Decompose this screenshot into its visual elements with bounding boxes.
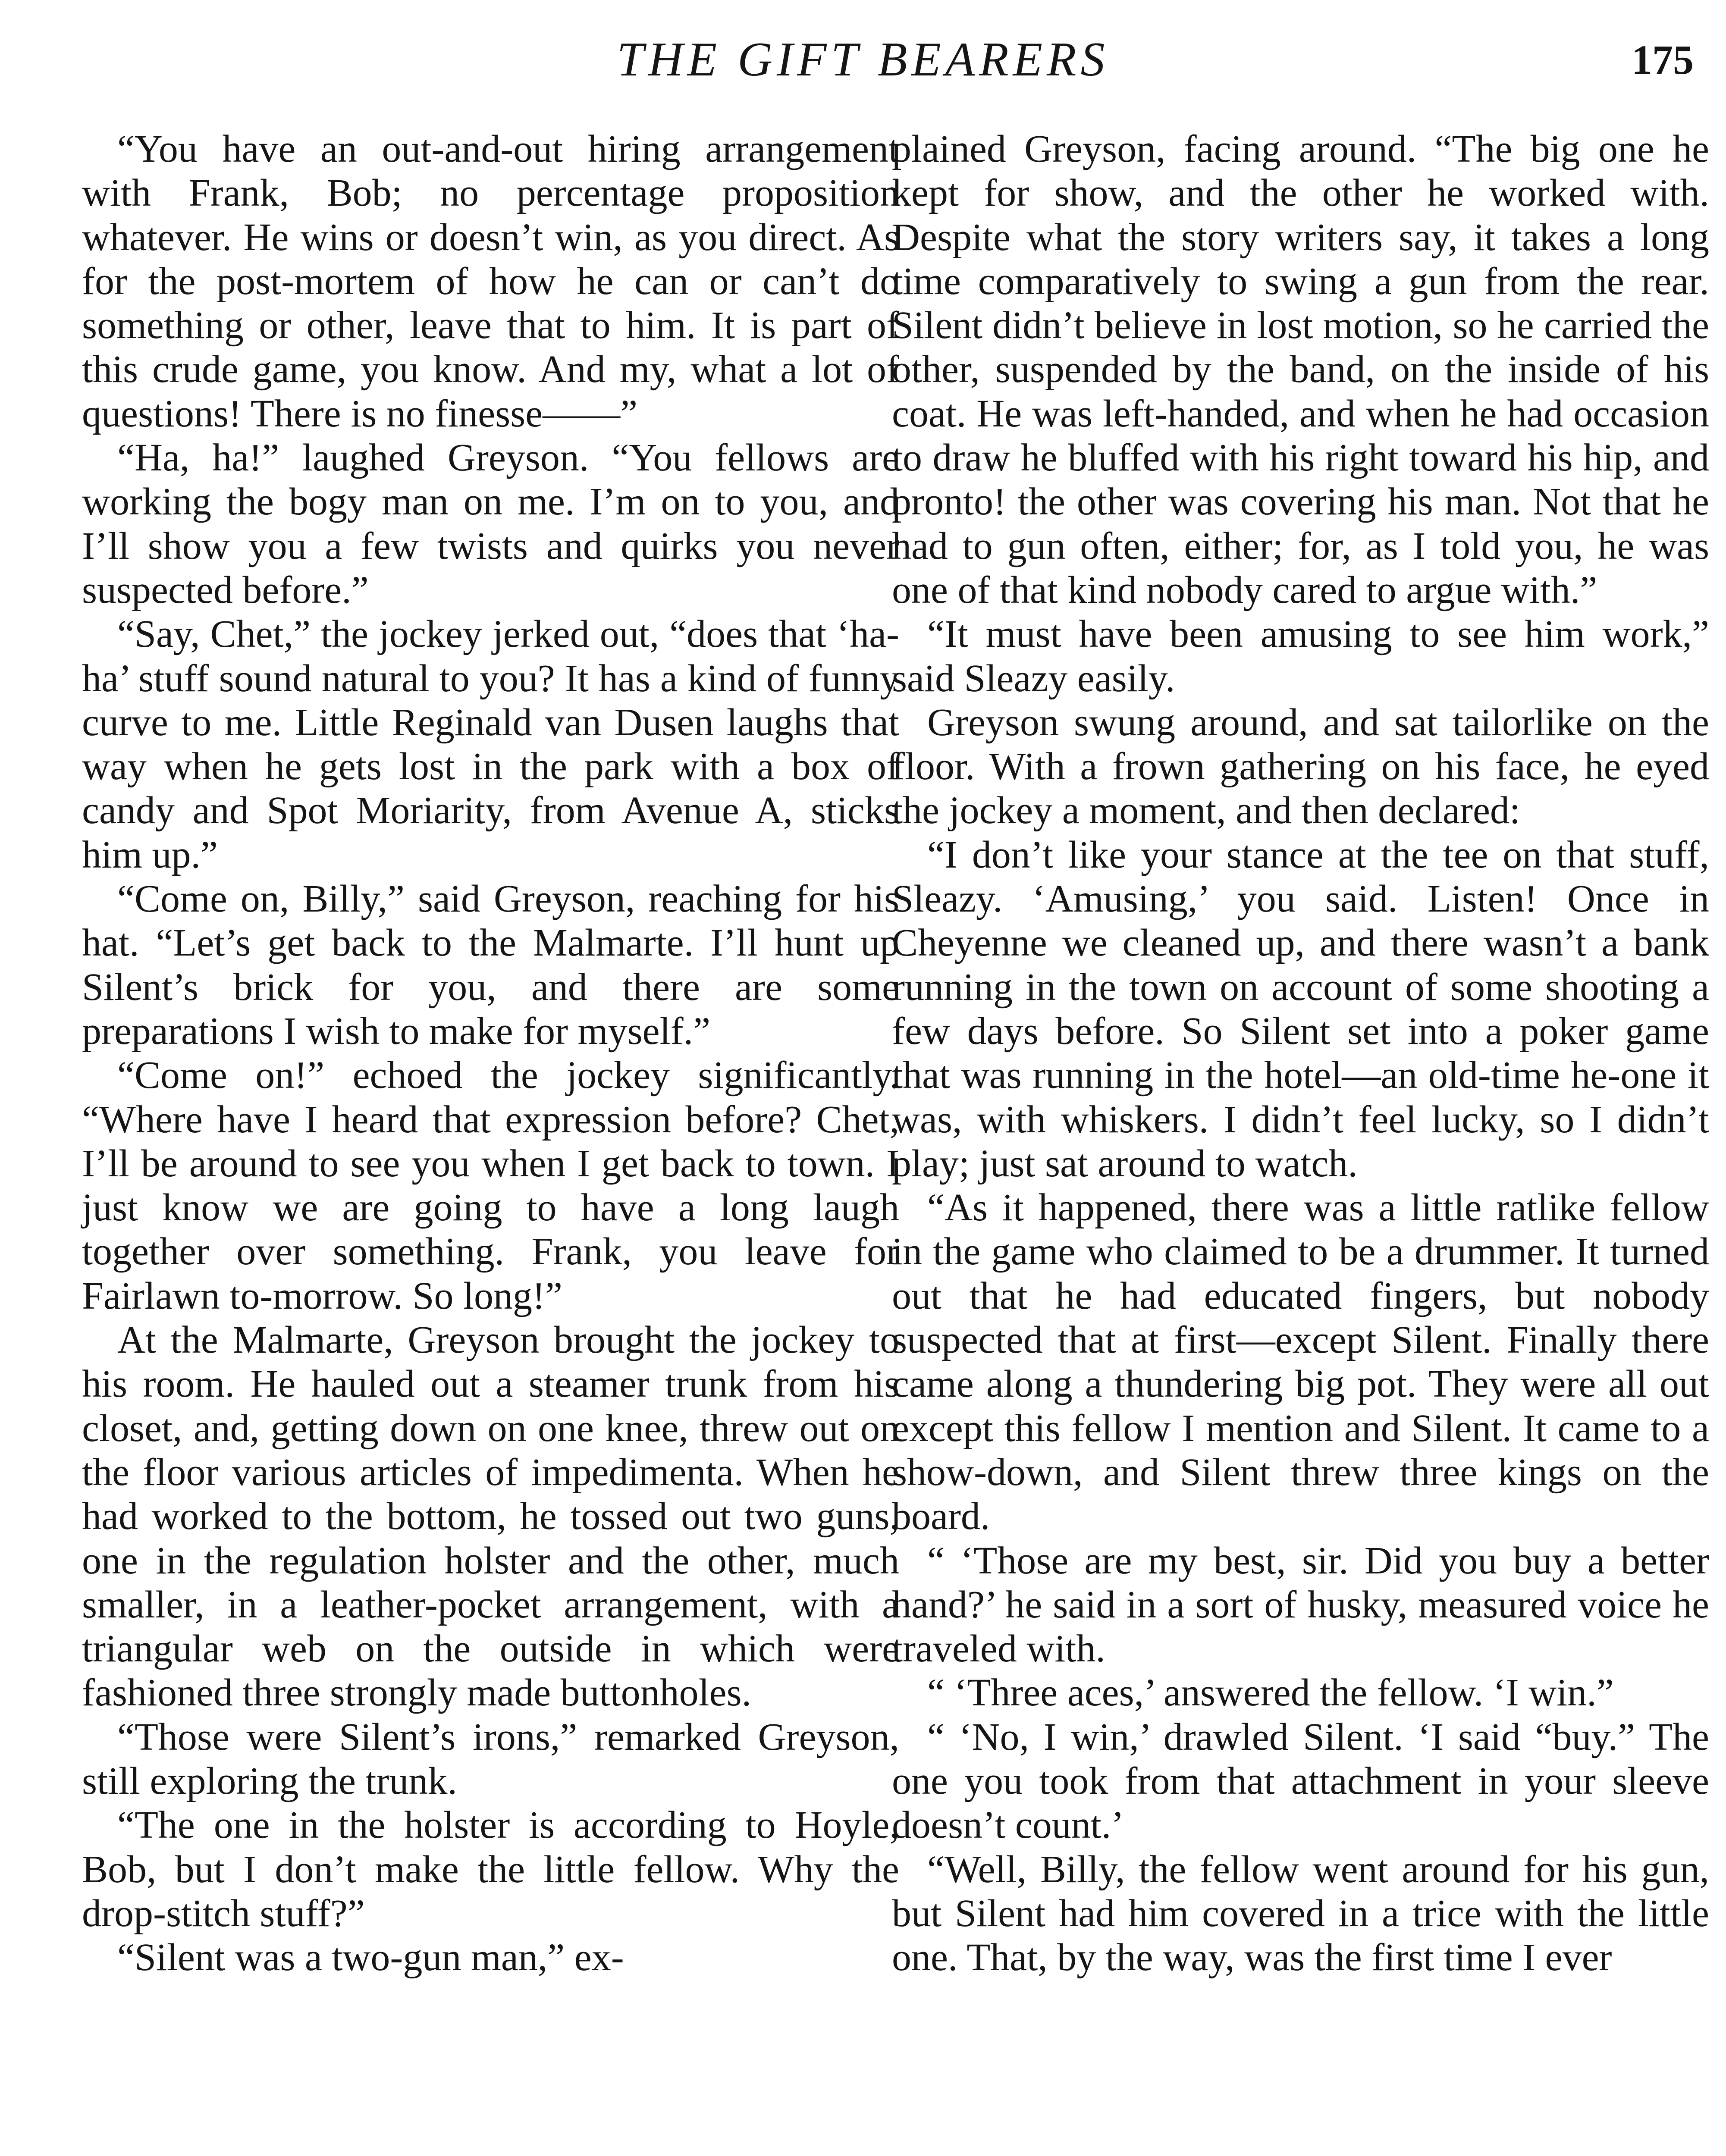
text-column-left <box>82 127 899 1980</box>
paragraph: “Those were Silent’s irons,” remarked Greyson, still exploring the trunk. <box>82 1715 899 1802</box>
paragraph: “The one in the holster is according to Hoyle, Bob, but I don’t make the little fellow. Why the drop-stitch stuff?” <box>82 1804 899 1935</box>
paragraph: “ ‘No, I win,’ drawled Silent. ‘I said “buy.” The one you took from that attachment in your sleeve doesn’t count.’ <box>892 1715 1709 1847</box>
paragraph-continuation: plained Greyson, facing around. “The big one he kept for show, and the other he worked with. Despite what the story writers say, it takes a long time comparatively to swing a gun from the rear. Silent didn’t believe in lost motion, so he carried the other, suspended by the band, on the inside of his coat. He was left-handed, and when he had occasion to draw he bluffed with his right toward his hip, and pronto! the other was covering his man. Not that he had to gun often, either; for, as I told you, he was one of that kind nobody cared to argue with.” <box>892 128 1709 611</box>
paragraph: “Come on, Billy,” said Greyson, reaching for his hat. “Let’s get back to the Malmarte. I’ll hunt up Silent’s brick for you, and there are some preparations I wish to make for myself.” <box>82 877 899 1053</box>
paragraph: “You have an out-and-out hiring arrangement with Frank, Bob; no percentage proposition whatever. He wins or doesn’t win, as you direct. As for the post-mortem of how he can or can’t do something or other, leave that to him. It is part of this crude game, you know. And my, what a lot of questions! There is no finesse——” <box>82 128 899 435</box>
paragraph: “Say, Chet,” the jockey jerked out, “does that ‘ha-ha’ stuff sound natural to you? It has a kind of funny curve to me. Little Reginald van Dusen laughs that way when he gets lost in the park with a box of candy and Spot Moriarity, from Avenue A, sticks him up.” <box>82 613 899 876</box>
paragraph: “ ‘Three aces,’ answered the fellow. ‘I win.” <box>927 1671 1614 1714</box>
running-title: THE GIFT BEARERS <box>617 33 1109 86</box>
paragraph: “Silent was a two-gun man,” ex- <box>117 1936 624 1979</box>
paragraph: “It must have been amusing to see him work,” said Sleazy easily. <box>892 613 1709 700</box>
paragraph: Greyson swung around, and sat tailorlike on the floor. With a frown gathering on his face, he eyed the jockey a moment, and then declared: <box>892 701 1709 832</box>
paragraph: “Come on!” echoed the jockey significantly. “Where have I heard that expression before? Chet, I’ll be around to see you when I get back to town. I just know we are going to have a long laugh together over something. Frank, you leave for Fairlawn to-morrow. So long!” <box>82 1054 899 1317</box>
paragraph: At the Malmarte, Greyson brought the jockey to his room. He hauled out a steamer trunk from his closet, and, getting down on one knee, threw out on the floor various articles of impedimenta. When he had worked to the bottom, he tossed out two guns, one in the regulation holster and the other, much smaller, in a leather-pocket arrangement, with a triangular web on the outside in which were fashioned three strongly made buttonholes. <box>82 1319 899 1714</box>
text-column-right <box>892 127 1709 1980</box>
paragraph: “Ha, ha!” laughed Greyson. “You fellows are working the bogy man on me. I’m on to you, and I’ll show you a few twists and quirks you never suspected before.” <box>82 436 899 611</box>
paragraph: “As it happened, there was a little ratlike fellow in the game who claimed to be a drummer. It turned out that he had educated fingers, but nobody suspected that at first—except Silent. Finally there came along a thundering big pot. They were all out except this fellow I mention and Silent. It came to a show-down, and Silent threw three kings on the board. <box>892 1186 1709 1538</box>
paragraph: “ ‘Those are my best, sir. Did you buy a better hand?’ he said in a sort of husky, measured voice he traveled with. <box>892 1539 1709 1670</box>
page-number: 175 <box>1632 37 1694 83</box>
paragraph: “I don’t like your stance at the tee on that stuff, Sleazy. ‘Amusing,’ you said. Listen! Once in Cheyenne we cleaned up, and there wasn’t a bank running in the town on account of some shooting a few days before. So Silent set into a poker game that was running in the hotel—an old-time he-one it was, with whiskers. I didn’t feel lucky, so I didn’t play; just sat around to watch. <box>892 833 1709 1185</box>
paragraph: “Well, Billy, the fellow went around for his gun, but Silent had him covered in a trice with the little one. That, by the way, was the first time I ever <box>892 1848 1709 1979</box>
